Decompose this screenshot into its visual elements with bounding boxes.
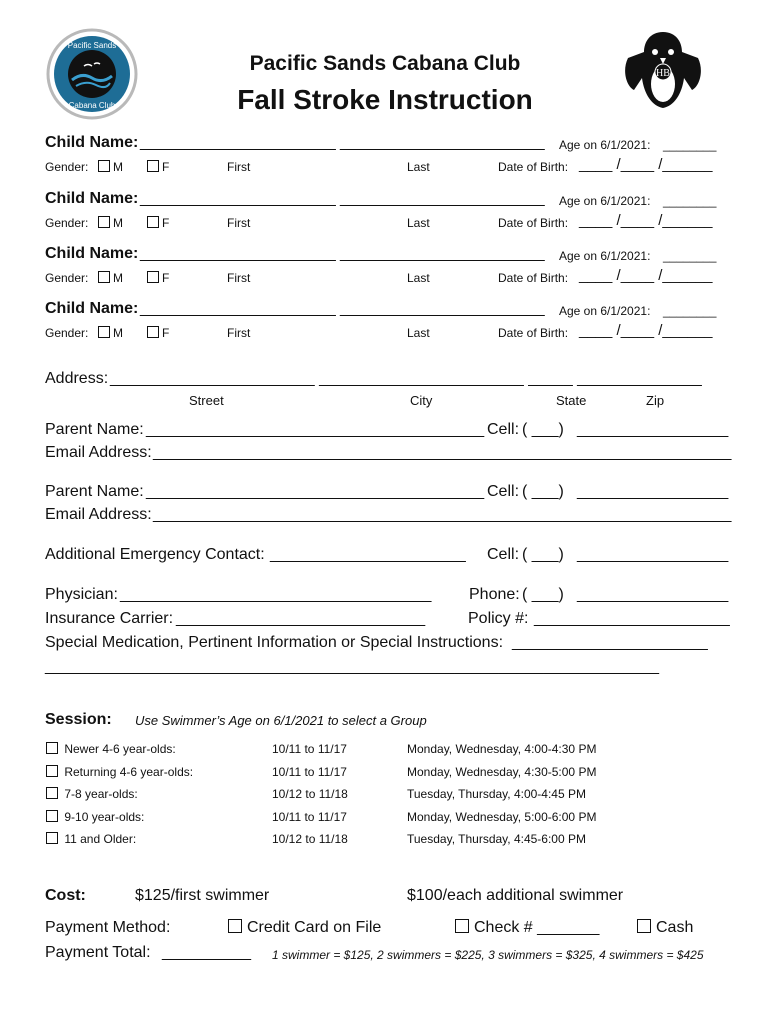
last-caption: Last	[407, 216, 430, 230]
checkbox-m[interactable]	[98, 271, 110, 283]
insurance-label: Insurance Carrier:	[45, 610, 174, 627]
gender-label: Gender:	[45, 160, 89, 174]
address-field[interactable]: _______________________ _______________________ _____ ______________	[110, 370, 702, 387]
gender-m-label: M	[113, 326, 123, 340]
payment-total-label: Payment Total:	[45, 944, 151, 961]
emergency-contact-field[interactable]: ______________________	[270, 546, 466, 563]
session-schedule: Tuesday, Thursday, 4:00-4:45 PM	[407, 787, 586, 801]
mascot-initials: HB	[656, 68, 670, 79]
policy-label: Policy #:	[468, 610, 529, 627]
checkbox-f[interactable]	[147, 160, 159, 172]
session-dates: 10/11 to 11/17	[272, 809, 347, 824]
parent-cell-field[interactable]: _________________	[577, 421, 729, 438]
first-caption: First	[227, 216, 251, 230]
gender-option-m[interactable]	[98, 216, 123, 230]
child-age-field[interactable]: ________	[663, 304, 717, 318]
parent-name-label: Parent Name:	[45, 421, 144, 438]
checkbox-credit[interactable]	[228, 919, 242, 933]
dob-field[interactable]: ____ /____ /______	[579, 212, 713, 229]
physician-field[interactable]: ___________________________________	[120, 586, 432, 603]
mascot-icon	[620, 28, 706, 114]
gender-option-f[interactable]	[147, 160, 169, 174]
checkbox-check[interactable]	[455, 919, 469, 933]
physician-phone-label: Phone:	[469, 586, 520, 603]
cost-first-swimmer: $125/first swimmer	[135, 887, 270, 904]
parent-name-field[interactable]: ______________________________________	[146, 421, 485, 438]
session-checkbox[interactable]	[46, 765, 58, 777]
child-age-field[interactable]: ________	[663, 194, 717, 208]
child-name-label: Child Name:	[45, 245, 139, 262]
child-name-label: Child Name:	[45, 190, 139, 207]
parent-cell-field[interactable]: _________________	[577, 483, 729, 500]
dob-label: Date of Birth:	[498, 160, 569, 174]
session-checkbox[interactable]	[46, 832, 58, 844]
child-age-label: Age on 6/1/2021:	[559, 249, 651, 263]
child-last-name-field[interactable]: _______________________	[340, 300, 545, 317]
session-option[interactable]	[46, 832, 136, 846]
session-group-name: Newer 4-6 year-olds:	[64, 742, 176, 756]
session-checkbox[interactable]	[46, 810, 58, 822]
club-name: Pacific Sands Cabana Club	[249, 52, 521, 75]
dob-field[interactable]: ____ /____ /______	[579, 267, 713, 284]
special-instructions-label: Special Medication, Pertinent Information or Special Instructions:	[45, 634, 504, 651]
session-option[interactable]	[46, 787, 138, 801]
address-label: Address:	[45, 370, 109, 387]
emergency-cell-area[interactable]: ( ___)	[522, 546, 564, 563]
emergency-contact-label: Additional Emergency Contact:	[45, 546, 265, 563]
dob-label: Date of Birth:	[498, 216, 569, 230]
parent-cell-area[interactable]: ( ___)	[522, 483, 564, 500]
checkbox-f[interactable]	[147, 216, 159, 228]
cost-label: Cost:	[45, 887, 86, 904]
last-caption: Last	[407, 326, 430, 340]
payment-method-label: Payment Method:	[45, 919, 171, 936]
last-caption: Last	[407, 271, 430, 285]
child-age-field[interactable]: ________	[663, 138, 717, 152]
cash-label: Cash	[656, 919, 694, 936]
gender-label: Gender:	[45, 271, 89, 285]
gender-label: Gender:	[45, 216, 89, 230]
address-city-label: City	[410, 393, 433, 408]
special-instructions-field-2[interactable]: _____________________________________________________________________	[45, 658, 659, 675]
session-dates: 10/12 to 11/18	[272, 787, 348, 801]
session-dates: 10/11 to 11/17	[272, 764, 347, 779]
parent-cell-area[interactable]: ( ___)	[522, 421, 564, 438]
policy-field[interactable]: ______________________	[534, 610, 730, 627]
physician-phone-area[interactable]: ( ___)	[522, 586, 564, 603]
email-field[interactable]: _________________________________________________________________	[153, 444, 732, 461]
gender-m-label: M	[113, 160, 123, 174]
child-age-field[interactable]: ________	[663, 249, 717, 263]
session-option[interactable]	[46, 742, 176, 756]
child-first-name-field[interactable]: ______________________	[140, 134, 336, 151]
gender-option-m[interactable]	[98, 160, 123, 174]
parent-name-field[interactable]: ______________________________________	[146, 483, 485, 500]
logo-top-text: Pacific Sands	[67, 41, 117, 50]
email-label: Email Address:	[45, 444, 152, 461]
child-first-name-field[interactable]: ______________________	[140, 300, 336, 317]
session-group-name: Returning 4-6 year-olds:	[64, 764, 194, 779]
pricing-note: 1 swimmer = $125, 2 swimmers = $225, 3 swimmers = $325, 4 swimmers = $425	[272, 948, 704, 962]
payment-option-credit[interactable]	[228, 919, 381, 937]
child-last-name-field[interactable]: _______________________	[340, 190, 545, 207]
gender-option-m[interactable]	[98, 271, 123, 285]
form-title: Fall Stroke Instruction	[237, 84, 533, 115]
email-field[interactable]: _________________________________________________________________	[153, 506, 732, 523]
session-group-name: 7-8 year-olds:	[64, 787, 138, 801]
child-name-label: Child Name:	[45, 134, 139, 151]
child-age-label: Age on 6/1/2021:	[559, 304, 651, 318]
session-schedule: Monday, Wednesday, 4:30-5:00 PM	[407, 764, 597, 779]
last-caption: Last	[407, 160, 430, 174]
gender-option-m[interactable]	[98, 326, 123, 340]
physician-phone-field[interactable]: _________________	[577, 586, 729, 603]
session-option[interactable]	[46, 765, 193, 779]
emergency-cell-field[interactable]: _________________	[577, 546, 729, 563]
checkbox-m[interactable]	[98, 326, 110, 338]
child-last-name-field[interactable]: _______________________	[340, 245, 545, 262]
dob-field[interactable]: ____ /____ /______	[579, 156, 713, 173]
check-label: Check # _______	[474, 919, 600, 936]
session-option[interactable]	[46, 810, 144, 824]
address-state-label: State	[556, 393, 587, 408]
physician-label: Physician:	[45, 586, 118, 603]
first-caption: First	[227, 271, 251, 285]
gender-f-label: F	[162, 160, 170, 174]
gender-f-label: F	[162, 326, 170, 340]
dob-label: Date of Birth:	[498, 326, 569, 340]
insurance-field[interactable]: ____________________________	[176, 610, 426, 627]
payment-total-field[interactable]: __________	[162, 944, 251, 961]
email-label: Email Address:	[45, 506, 152, 523]
child-first-name-field[interactable]: ______________________	[140, 190, 336, 207]
address-street-label: Street	[189, 393, 224, 408]
gender-label: Gender:	[45, 326, 89, 340]
gender-f-label: F	[162, 271, 170, 285]
checkbox-m[interactable]	[98, 160, 110, 172]
child-first-name-field[interactable]: ______________________	[140, 245, 336, 262]
cost-additional-swimmer: $100/each additional swimmer	[407, 887, 624, 904]
parent-cell-label: Cell:	[487, 421, 520, 438]
gender-f-label: F	[162, 216, 170, 230]
payment-option-cash[interactable]	[637, 919, 693, 937]
dob-label: Date of Birth:	[498, 271, 569, 285]
session-checkbox[interactable]	[46, 742, 58, 754]
session-schedule: Monday, Wednesday, 4:00-4:30 PM	[407, 742, 597, 756]
checkbox-cash[interactable]	[637, 919, 651, 933]
special-instructions-field[interactable]: ______________________	[512, 634, 708, 651]
session-group-name: 11 and Older:	[64, 832, 137, 846]
session-dates: 10/11 to 11/17	[272, 742, 347, 756]
session-dates: 10/12 to 11/18	[272, 832, 348, 846]
session-schedule: Monday, Wednesday, 5:00-6:00 PM	[407, 809, 597, 824]
session-group-name: 9-10 year-olds:	[64, 809, 145, 824]
parent-name-label: Parent Name:	[45, 483, 144, 500]
first-caption: First	[227, 160, 251, 174]
emergency-cell-label: Cell:	[487, 546, 520, 563]
credit-label: Credit Card on File	[247, 919, 382, 936]
gender-option-f[interactable]	[147, 271, 169, 285]
payment-option-check[interactable]	[455, 919, 599, 937]
child-age-label: Age on 6/1/2021:	[559, 138, 651, 152]
child-last-name-field[interactable]: _______________________	[340, 134, 545, 151]
checkbox-m[interactable]	[98, 216, 110, 228]
logo-bottom-text: Cabana Club	[68, 101, 116, 110]
session-label: Session:	[45, 711, 112, 728]
parent-cell-label: Cell:	[487, 483, 520, 500]
dob-field[interactable]: ____ /____ /______	[579, 322, 713, 339]
session-note: Use Swimmer’s Age on 6/1/2021 to select a Group	[135, 713, 427, 728]
child-name-label: Child Name:	[45, 300, 139, 317]
gender-m-label: M	[113, 216, 123, 230]
child-age-label: Age on 6/1/2021:	[559, 194, 651, 208]
session-checkbox[interactable]	[46, 787, 58, 799]
address-zip-label: Zip	[646, 393, 665, 408]
gender-m-label: M	[113, 271, 123, 285]
first-caption: First	[227, 326, 251, 340]
checkbox-f[interactable]	[147, 271, 159, 283]
checkbox-f[interactable]	[147, 326, 159, 338]
gender-option-f[interactable]	[147, 216, 169, 230]
session-schedule: Tuesday, Thursday, 4:45-6:00 PM	[407, 832, 586, 846]
gender-option-f[interactable]	[147, 326, 169, 340]
